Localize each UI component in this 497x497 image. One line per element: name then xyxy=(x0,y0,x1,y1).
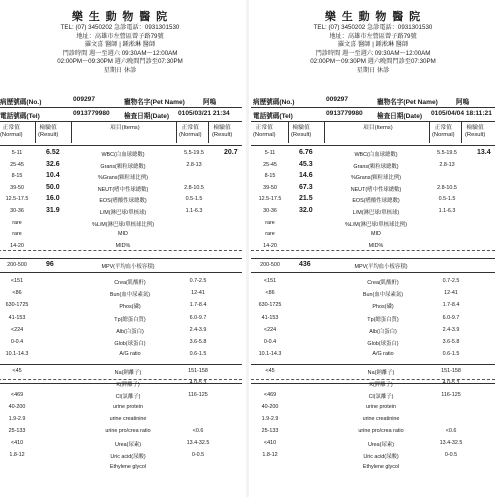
chem-normal: 0-0.4 xyxy=(10,339,24,345)
urine-normal: 25-133 xyxy=(8,428,26,434)
table-rule xyxy=(0,272,242,273)
clinic-hours1: 門診時間 週一至週六 09:30AM～12:00AM xyxy=(62,49,178,57)
urine-item: urine protein xyxy=(113,404,143,410)
table-rule xyxy=(251,107,495,108)
cbc-result: 21.5 xyxy=(299,195,313,203)
clinic-doctors: 羅文喜 醫師 | 鍾淞琳 醫師 xyxy=(337,41,409,49)
cbc-result: 6.76 xyxy=(299,149,313,156)
urine-normal: <469 xyxy=(10,392,24,398)
clinic-hours3: 星期日 休診 xyxy=(356,66,390,74)
chem-right-normal: 1.7-8.4 xyxy=(442,302,460,309)
chem-normal: 0-0.4 xyxy=(263,339,277,345)
urine-item: Ethylene glycol xyxy=(362,464,400,470)
urine-normal: 1.9-2.9 xyxy=(261,416,279,422)
urine-item: Uric acid(尿酸) xyxy=(110,454,146,460)
clinic-address: 地址：高雄市左營區曾子路79號 xyxy=(76,32,164,40)
table-rule xyxy=(0,145,242,146)
clinic-hours1: 門診時間 週一至週六 09:30AM～12:00AM xyxy=(315,49,431,57)
urine-normal: 40-200 xyxy=(8,404,26,410)
chem-normal: 10.1-14.3 xyxy=(258,351,282,358)
clinic-address: 地址：高雄市左營區曾子路79號 xyxy=(329,32,417,40)
patient-row-2 xyxy=(0,109,242,120)
urine-item: urine pro/crea ratio xyxy=(105,428,151,434)
mpv-result: 436 xyxy=(299,261,311,268)
cbc-normal: 12.5-17.5 xyxy=(5,196,29,203)
urine-right-normal: 151-158 xyxy=(188,368,208,374)
chem-item: Tp(總蛋白質) xyxy=(114,316,146,323)
table-rule xyxy=(0,107,242,108)
cbc-result: 6.52 xyxy=(46,149,60,156)
chem-right-normal: 6.0-9.7 xyxy=(189,314,207,321)
chem-right-normal: 12-41 xyxy=(444,290,458,297)
chem-item: Tp(總蛋白質) xyxy=(367,316,399,323)
urine-normal: <45 xyxy=(265,368,275,374)
clinic-name: 樂 生 動 物 醫 院 xyxy=(324,10,422,23)
col-head-normal: 正常值 (Normal) xyxy=(0,125,23,138)
urine-item: Urea(尿素) xyxy=(114,442,142,448)
urine-item: urine creatinine xyxy=(109,416,147,422)
cbc-item: EOS(嗜酸性球總數) xyxy=(352,198,400,205)
chem-normal: 10.1-14.3 xyxy=(5,351,29,358)
chem-item: Phos(磷) xyxy=(119,304,141,311)
chem-normal: <224 xyxy=(10,326,24,333)
table-rule xyxy=(251,272,495,273)
urine-item: K(鉀離子) xyxy=(369,382,393,388)
urine-normal: 1.9-2.9 xyxy=(8,416,26,422)
cbc-normal: 14-20 xyxy=(10,242,24,249)
record-number: 009297 xyxy=(73,96,96,103)
table-rule-dashed xyxy=(0,250,242,251)
urine-normal: 1.8-12 xyxy=(262,452,278,458)
urine-right-normal: 151-158 xyxy=(441,368,461,374)
cbc-result: 10.4 xyxy=(46,172,60,180)
cbc-right-result: 20.7 xyxy=(224,149,238,156)
cbc-right-normal: 1.1-6.3 xyxy=(438,208,456,214)
patient-row-1 xyxy=(251,95,495,106)
pet-name-label: 寵物名字(Pet Name) xyxy=(377,99,438,106)
cbc-item: Grans(顆粒球總數) xyxy=(100,163,146,170)
clinic-hours2: 02:00PM～09:30PM 週六晚間門診至07:30PM xyxy=(57,58,183,66)
urine-item: Cl(氯離子) xyxy=(115,394,141,400)
chem-item: Bun(血中尿素氮) xyxy=(109,292,151,299)
cbc-item: %Grans(顆粒球比例) xyxy=(97,175,149,182)
chem-item: Phos(磷) xyxy=(372,304,394,311)
clinic-doctors: 羅文喜 醫師 | 鍾淞琳 醫師 xyxy=(84,41,156,49)
table-rule xyxy=(0,258,242,259)
mpv-normal: 200-500 xyxy=(7,262,27,268)
mpv-result: 96 xyxy=(46,261,54,268)
mpv-item: MPV(平均血小板容積) xyxy=(101,264,155,270)
cbc-normal: rare xyxy=(265,231,275,238)
urine-right-normal: 4.0-5.3 xyxy=(189,380,207,386)
cbc-normal: rare xyxy=(12,231,22,238)
col-head-result-right: 檢驗值 (Result) xyxy=(212,125,233,138)
urine-right-normal: 13.4-32.5 xyxy=(439,440,463,446)
cbc-right-normal: 0.5-1.5 xyxy=(185,196,203,203)
clinic-tel-line: TEL: (07) 3450202 急診電話：0931301530 xyxy=(313,24,433,31)
chem-normal: <151 xyxy=(10,278,24,284)
table-rule xyxy=(251,364,495,365)
cbc-normal: rare xyxy=(265,219,275,226)
urine-item: urine creatinine xyxy=(362,416,400,422)
chem-right-normal: 0.7-2.5 xyxy=(442,278,460,284)
cbc-right-normal: 5.5-19.5 xyxy=(437,150,457,156)
cbc-normal: 25-45 xyxy=(263,161,277,168)
urine-right-normal: <0.6 xyxy=(445,428,457,434)
urine-normal: 40-200 xyxy=(261,404,279,410)
cbc-item: WBC(白血球總數) xyxy=(354,152,398,158)
chem-normal: <86 xyxy=(265,290,275,297)
urine-item: Urea(尿素) xyxy=(367,442,395,448)
chem-right-normal: 0.6-1.5 xyxy=(442,351,460,358)
cbc-normal: 8-15 xyxy=(11,173,23,180)
record-label: 病歷號碼(No.) xyxy=(0,99,42,106)
column-divider xyxy=(461,121,462,143)
cbc-result: 32.0 xyxy=(299,207,313,214)
chem-item: Glob(球蛋白) xyxy=(367,341,399,347)
chem-item: Bun(血中尿素氮) xyxy=(362,292,404,299)
cbc-result: 32.6 xyxy=(46,160,60,168)
chem-right-normal: 0.7-2.5 xyxy=(189,278,207,284)
urine-normal: <469 xyxy=(263,392,277,398)
exam-date: 0105/04/04 18:11:21 xyxy=(431,110,492,117)
cbc-right-normal: 2.8-10.5 xyxy=(437,184,457,191)
col-head-result: 檢驗值 (Result) xyxy=(291,125,312,138)
chem-right-normal: 12-41 xyxy=(191,290,205,297)
page-gutter xyxy=(246,0,249,497)
cbc-item: Grans(顆粒球總數) xyxy=(353,163,399,170)
chem-right-normal: 2.4-3.9 xyxy=(442,326,460,333)
chem-item: A/G ratio xyxy=(372,351,394,358)
cbc-result: 31.9 xyxy=(46,207,60,214)
table-rule xyxy=(251,258,495,259)
cbc-normal: 14-20 xyxy=(263,242,277,249)
clinic-hours3: 星期日 休診 xyxy=(103,66,137,74)
cbc-normal: 5-11 xyxy=(11,150,23,156)
column-divider xyxy=(429,121,430,143)
chem-right-normal: 2.4-3.9 xyxy=(189,326,207,333)
chem-item: Alb(白蛋白) xyxy=(369,328,397,335)
urine-right-normal: 4.0-5.3 xyxy=(442,380,460,386)
urine-right-normal: 0-0.5 xyxy=(444,452,458,458)
mpv-normal: 200-500 xyxy=(260,262,280,268)
chem-right-normal: 1.7-8.4 xyxy=(189,302,207,309)
chem-normal: 630-1725 xyxy=(5,302,29,309)
chem-right-normal: 3.6-5.8 xyxy=(189,339,207,345)
pet-name-label: 寵物名字(Pet Name) xyxy=(124,99,185,106)
column-divider xyxy=(324,121,325,143)
col-head-result-right: 檢驗值 (Result) xyxy=(465,125,486,138)
urine-normal: 25-133 xyxy=(261,428,279,434)
cbc-item: NEUT(嗜中性球總數) xyxy=(350,186,402,193)
chem-right-normal: 0.6-1.5 xyxy=(189,351,207,358)
column-divider xyxy=(176,121,177,143)
cbc-normal: 30-36 xyxy=(10,208,24,214)
mpv-item: MPV(平均血小板容積) xyxy=(354,264,408,270)
table-rule xyxy=(251,145,495,146)
cbc-right-normal: 2.8-13 xyxy=(439,161,455,168)
record-label: 病歷號碼(No.) xyxy=(253,99,295,106)
pet-name: 阿嗚 xyxy=(456,99,470,106)
cbc-normal: 39-50 xyxy=(263,184,277,191)
exam-date: 0105/03/21 21:34 xyxy=(178,110,230,117)
col-head-item: 項目(Items) xyxy=(363,125,393,131)
tel-label: 電話號碼(Tel) xyxy=(0,113,40,120)
urine-normal: 1.8-12 xyxy=(9,452,25,458)
urine-normal: <410 xyxy=(10,440,24,446)
urine-normal: <410 xyxy=(263,440,277,446)
cbc-item: %Grans(顆粒球比例) xyxy=(350,175,402,182)
lab-report-right xyxy=(251,6,495,492)
cbc-result: 67.3 xyxy=(299,183,313,191)
clinic-tel-line: TEL: (07) 3450202 急診電話：0931301530 xyxy=(60,24,180,31)
urine-item: Na(鈉離子) xyxy=(367,370,395,376)
chem-normal: 41-153 xyxy=(8,314,26,321)
chem-item: Alb(白蛋白) xyxy=(116,328,144,335)
urine-item: K(鉀離子) xyxy=(116,382,140,388)
clinic-name: 樂 生 動 物 醫 院 xyxy=(71,10,169,23)
column-divider xyxy=(35,121,36,143)
chem-item: Glob(球蛋白) xyxy=(114,341,146,347)
chem-right-normal: 3.6-5.8 xyxy=(442,339,460,345)
cbc-right-normal: 0.5-1.5 xyxy=(438,196,456,203)
chem-right-normal: 6.0-9.7 xyxy=(442,314,460,321)
urine-right-normal: 13.4-32.5 xyxy=(186,440,210,446)
column-divider xyxy=(71,121,72,143)
table-rule-dashed xyxy=(251,250,495,251)
cbc-result: 45.3 xyxy=(299,160,313,168)
chem-item: Crea(肌酸酐) xyxy=(114,280,146,286)
col-head-normal-right: 正常值 (Normal) xyxy=(179,125,202,138)
lab-report-left xyxy=(0,6,242,492)
col-head-normal: 正常值 (Normal) xyxy=(253,125,276,138)
cbc-right-result: 13.4 xyxy=(477,149,491,156)
cbc-item: L/M(淋巴球/單核球) xyxy=(99,210,147,216)
urine-item: Cl(氯離子) xyxy=(368,394,394,400)
urine-right-normal: 116-125 xyxy=(188,392,208,398)
clinic-hours2: 02:00PM～09:30PM 週六晚間門診至07:30PM xyxy=(310,58,436,66)
cbc-right-normal: 2.8-13 xyxy=(186,161,202,168)
chem-normal: 41-153 xyxy=(261,314,279,321)
urine-right-normal: 116-125 xyxy=(441,392,461,398)
date-label: 檢查日期(Date) xyxy=(377,113,423,120)
tel-label: 電話號碼(Tel) xyxy=(253,113,293,120)
cbc-right-normal: 5.5-19.5 xyxy=(184,150,204,156)
cbc-result: 50.0 xyxy=(46,183,60,191)
cbc-item: NEUT(嗜中性球總數) xyxy=(97,186,149,193)
cbc-normal: 30-36 xyxy=(263,208,277,214)
urine-item: Na(鈉離子) xyxy=(114,370,142,376)
urine-item: urine pro/crea ratio xyxy=(358,428,404,434)
cbc-result: 14.6 xyxy=(299,172,313,180)
cbc-item: EOS(嗜酸性球總數) xyxy=(99,198,147,205)
col-head-normal-right: 正常值 (Normal) xyxy=(432,125,455,138)
cbc-item: MID xyxy=(371,231,381,238)
table-rule xyxy=(0,364,242,365)
cbc-item: MID% xyxy=(115,242,131,249)
tel-number: 0913779980 xyxy=(73,110,110,117)
cbc-normal: rare xyxy=(12,219,22,226)
cbc-item: %L/M(淋巴球/單核球比例) xyxy=(345,221,407,228)
cbc-item: %L/M(淋巴球/單核球比例) xyxy=(92,221,154,228)
urine-normal: <45 xyxy=(12,368,22,374)
chem-item: Crea(肌酸酐) xyxy=(367,280,399,286)
urine-right-normal: 0-0.5 xyxy=(191,452,205,458)
urine-item: urine protein xyxy=(366,404,396,410)
chem-normal: 630-1725 xyxy=(258,302,282,309)
chem-normal: <151 xyxy=(263,278,277,284)
col-head-item: 項目(Items) xyxy=(110,125,140,131)
patient-row-2 xyxy=(251,109,495,120)
cbc-item: MID% xyxy=(368,242,384,249)
cbc-normal: 8-15 xyxy=(264,173,276,180)
cbc-item: WBC(白血球總數) xyxy=(101,152,145,158)
urine-item: Ethylene glycol xyxy=(109,464,147,470)
record-number: 009297 xyxy=(326,96,349,103)
chem-item: A/G ratio xyxy=(119,351,141,358)
cbc-result: 16.0 xyxy=(46,195,60,203)
cbc-normal: 39-50 xyxy=(10,184,24,191)
tel-number: 0913779980 xyxy=(326,110,363,117)
cbc-normal: 12.5-17.5 xyxy=(258,196,282,203)
urine-item: Uric acid(尿酸) xyxy=(363,454,399,460)
column-divider xyxy=(208,121,209,143)
chem-normal: <224 xyxy=(263,326,277,333)
cbc-right-normal: 1.1-6.3 xyxy=(185,208,203,214)
cbc-right-normal: 2.8-10.5 xyxy=(184,184,204,191)
pet-name: 阿嗚 xyxy=(203,99,217,106)
cbc-normal: 25-45 xyxy=(10,161,24,168)
chem-normal: <86 xyxy=(12,290,22,297)
date-label: 檢查日期(Date) xyxy=(124,113,170,120)
col-head-result: 檢驗值 (Result) xyxy=(38,125,59,138)
cbc-item: MID xyxy=(118,231,128,238)
column-divider xyxy=(288,121,289,143)
cbc-normal: 5-11 xyxy=(264,150,276,156)
table-rule xyxy=(0,121,242,122)
patient-row-1 xyxy=(0,95,242,106)
urine-right-normal: <0.6 xyxy=(192,428,204,434)
cbc-item: L/M(淋巴球/單核球) xyxy=(352,210,400,216)
